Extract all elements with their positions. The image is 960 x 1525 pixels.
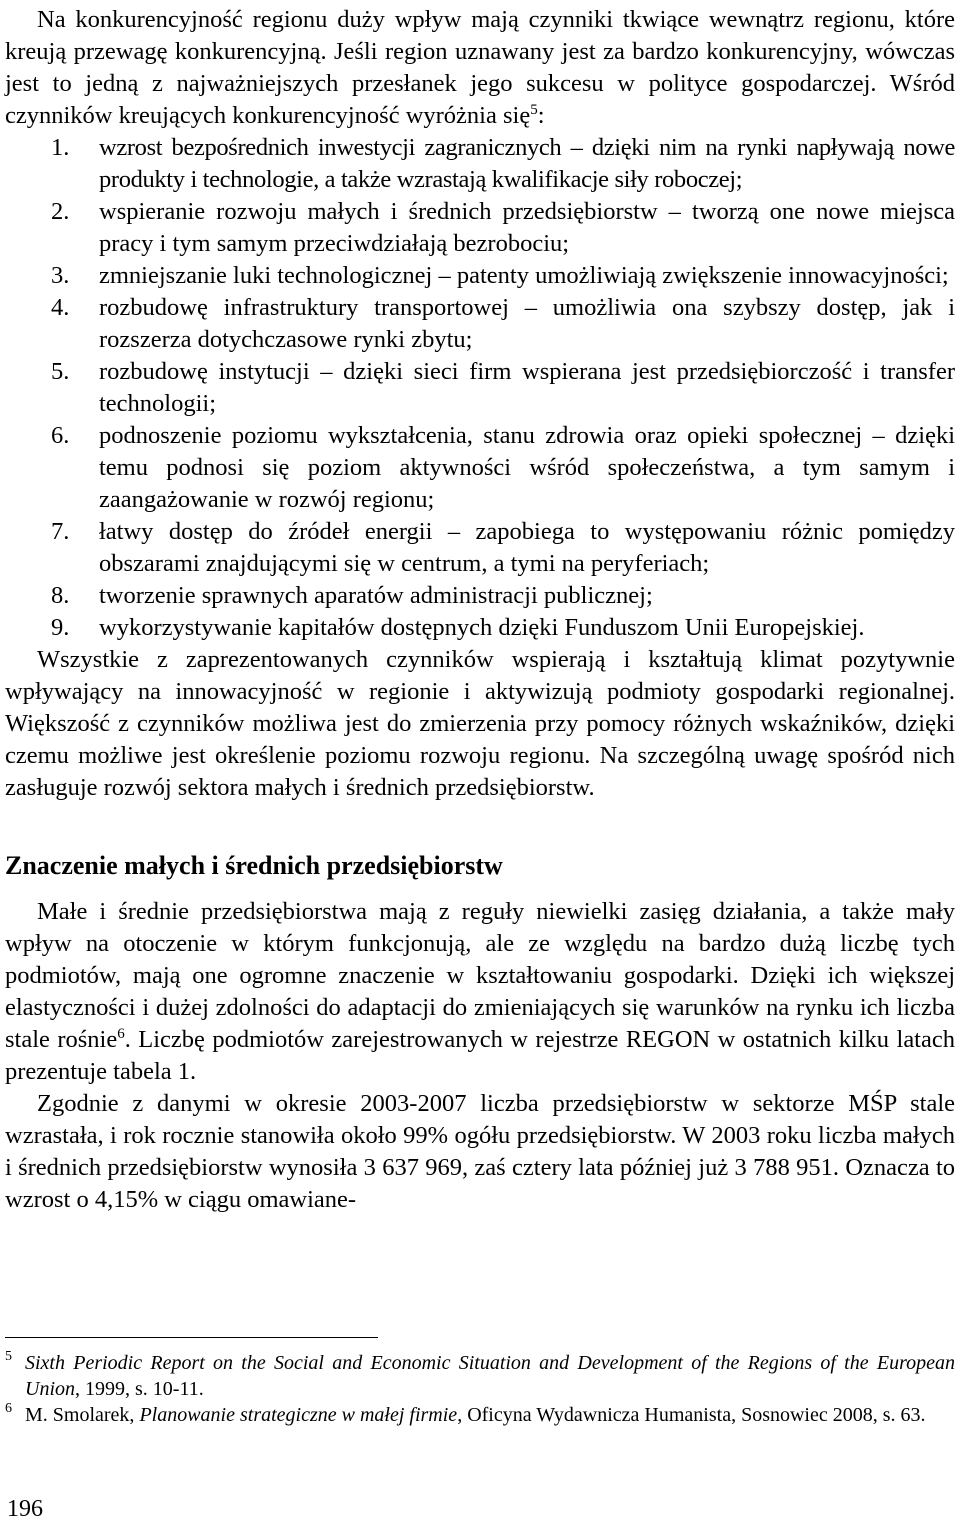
footnote-rest: , Oficyna Wydawnicza Humanista, Sosnowiec 2008, s. 63. bbox=[457, 1404, 926, 1426]
list-text: zmniejszanie luki technologicznej – patenty umożliwiają zwiększenie innowacyjności; bbox=[99, 262, 949, 289]
list-item bbox=[5, 132, 955, 196]
list-text: rozbudowę infrastruktury transportowej – umożliwia ona szybszy dostęp, jak i rozszerza dotychczasowe rynki zbytu; bbox=[99, 294, 955, 353]
list-number: 7. bbox=[51, 518, 70, 545]
list-item bbox=[5, 196, 955, 260]
list-item bbox=[5, 356, 955, 420]
list-number: 4. bbox=[51, 294, 70, 321]
list-item bbox=[5, 516, 955, 580]
list-number: 9. bbox=[51, 614, 70, 641]
list-text: tworzenie sprawnych aparatów administracji publicznej; bbox=[99, 582, 653, 609]
list-item bbox=[5, 292, 955, 356]
list-number: 2. bbox=[51, 198, 70, 225]
summary-paragraph: Wszystkie z zaprezentowanych czynników wspierają i kształtują klimat pozytywnie wpływający na innowacyjność w regionie i aktywizują podmioty gospodarki regionalnej. Większość z czynników możliwa jest do zmierzenia przy pomocy różnych wskaźników, dzięki czemu możliwe jest określenie poziomu rozwoju regionu. Na szczególną uwagę spośród nich zasługuje rozwój sektora małych i średnich przedsiębiorstw. bbox=[5, 646, 955, 801]
list-text: podnoszenie poziomu wykształcenia, stanu zdrowia oraz opieki społecznej – dzięki temu podnosi się poziom aktywności wśród społeczeństwa, a tym samym i zaangażowanie w rozwój regionu; bbox=[99, 422, 955, 513]
intro-text: Na konkurencyjność regionu duży wpływ mają czynniki tkwiące wewnątrz regionu, które kreują przewagę konkurencyjną. Jeśli region uznawany jest za bardzo konkurencyjny, wówczas jest to jedną z najważniejszych przesłanek jego sukcesu w polityce gospodarczej. Wśród czynników kreujących konkurencyjność wyróżnia się bbox=[5, 6, 955, 129]
section-heading: Znaczenie małych i średnich przedsiębiorstw bbox=[5, 851, 503, 880]
footnote-ref-5[interactable]: 5 bbox=[530, 101, 538, 118]
list-text: łatwy dostęp do źródeł energii – zapobiega to występowaniu różnic pomiędzy obszarami znajdującymi się w centrum, a tymi na peryferiach; bbox=[99, 518, 955, 577]
footnote-title: Sixth Periodic Report on the Social and Economic Situation and Development of the Regions of the European Union bbox=[25, 1352, 955, 1400]
footnote-author: M. Smolarek, bbox=[25, 1404, 140, 1426]
section-p1-text: Małe i średnie przedsiębiorstwa mają z reguły niewielki zasięg działania, a także mały wpływ na otoczenie w którym funkcjonują, ale ze względu na bardzo dużą liczbę tych podmiotów, mają one ogromne znaczenie w kształtowaniu gospodarki. Dzięki ich większej elastyczności i dużej zdolności do adaptacji do zmieniających się warunków na rynku ich liczba stale rośnie bbox=[5, 898, 955, 1053]
section-paragraph-1 bbox=[5, 896, 955, 1088]
footnote-number: 5 bbox=[5, 1349, 12, 1364]
list-text: wspieranie rozwoju małych i średnich przedsiębiorstw – tworzą one nowe miejsca pracy i tym samym przeciwdziałają bezrobociu; bbox=[99, 198, 955, 257]
list-number: 1. bbox=[51, 134, 70, 161]
list-text: wzrost bezpośrednich inwestycji zagranicznych – dzięki nim na rynki napływają nowe produkty i technologie, a także wzrastają kwalifikacje siły roboczej; bbox=[99, 134, 955, 193]
list-number: 6. bbox=[51, 422, 70, 449]
footnotes bbox=[5, 1350, 955, 1428]
list-number: 5. bbox=[51, 358, 70, 385]
list-number: 3. bbox=[51, 262, 70, 289]
list-number: 8. bbox=[51, 582, 70, 609]
footnote-separator bbox=[5, 1337, 378, 1338]
factors-list bbox=[5, 132, 955, 644]
intro-suffix: : bbox=[537, 102, 545, 129]
section-p1-after: . Liczbę podmiotów zarejestrowanych w rejestrze REGON w ostatnich kilku latach prezentuje tabela 1. bbox=[5, 1026, 955, 1085]
footnote-ref-6[interactable]: 6 bbox=[117, 1025, 125, 1042]
intro-paragraph bbox=[5, 4, 955, 132]
footnote-5 bbox=[5, 1350, 955, 1402]
list-text: rozbudowę instytucji – dzięki sieci firm wspierana jest przedsiębiorczość i transfer technologii; bbox=[99, 358, 955, 417]
list-item bbox=[5, 260, 955, 292]
footnote-number: 6 bbox=[5, 1401, 12, 1416]
section-paragraph-2: Zgodnie z danymi w okresie 2003-2007 liczba przedsiębiorstw w sektorze MŚP stale wzrastała, i rok rocznie stanowiła około 99% ogółu przedsiębiorstw. W 2003 roku liczba małych i średnich przedsiębiorstw wynosiła 3 637 969, zaś cztery lata później już 3 788 951. Oznacza to wzrost o 4,15% w ciągu omawiane- bbox=[5, 1090, 955, 1213]
footnote-title: Planowanie strategiczne w małej firmie bbox=[139, 1404, 458, 1426]
page-number: 196 bbox=[7, 1496, 43, 1522]
list-item bbox=[5, 420, 955, 516]
list-item bbox=[5, 612, 955, 644]
list-text: wykorzystywanie kapitałów dostępnych dzięki Funduszom Unii Europejskiej. bbox=[99, 614, 865, 641]
footnote-6 bbox=[5, 1402, 955, 1428]
page-body bbox=[5, 0, 955, 1216]
list-item bbox=[5, 580, 955, 612]
footnote-rest: , 1999, s. 10-11. bbox=[75, 1378, 204, 1400]
